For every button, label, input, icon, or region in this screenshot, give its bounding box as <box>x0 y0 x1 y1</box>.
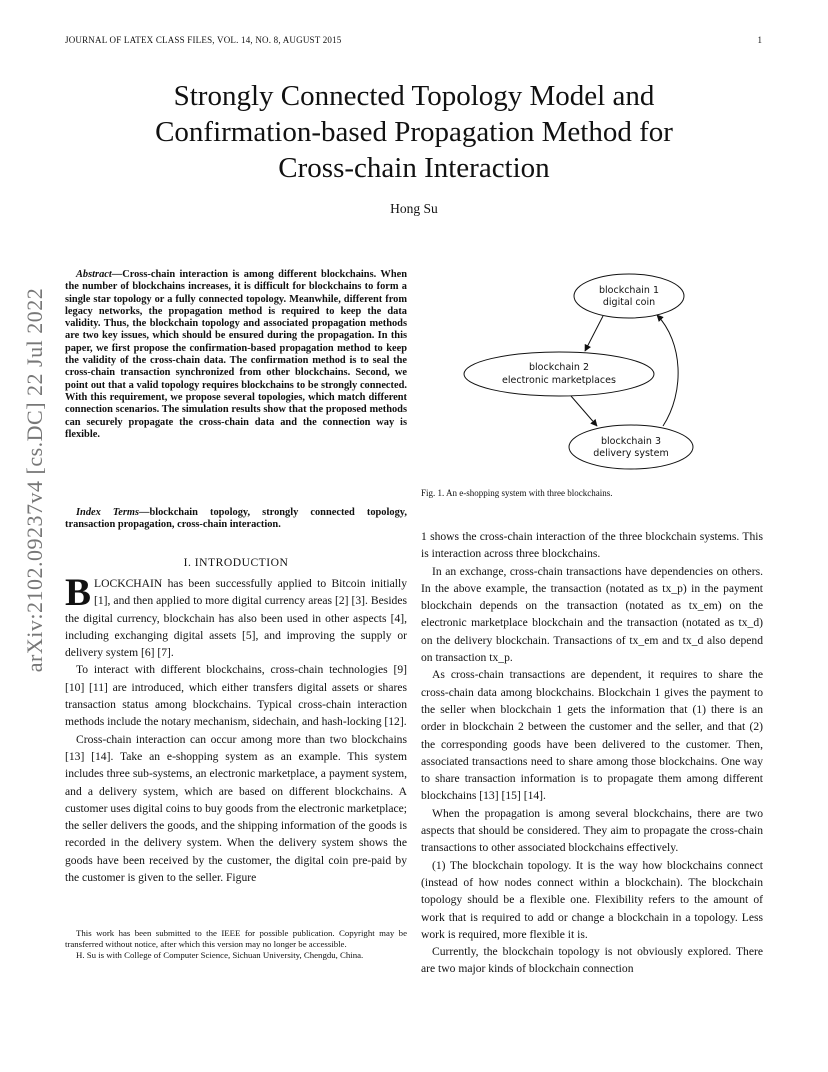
page-number: 1 <box>757 35 762 45</box>
right-paragraph-4: (1) The blockchain topology. It is the way how blockchains connect (instead of how nodes connect within a blockchain). The blockchain topology should be a flexible one. Flexibility refers to the amount of work that is required to add or change a blockchain in a topology. Less work is required, more flexible it is. <box>421 858 763 941</box>
paper-title <box>0 78 828 186</box>
edge-2-to-3 <box>571 396 597 426</box>
footnote-2: H. Su is with College of Computer Science, Sichuan University, Chengdu, China. <box>76 950 364 961</box>
edge-1-to-2 <box>585 316 603 351</box>
node-blockchain-2 <box>464 352 654 396</box>
journal-header: JOURNAL OF LATEX CLASS FILES, VOL. 14, NO. 8, AUGUST 2015 <box>65 35 342 45</box>
title-line-2: Confirmation-based Propagation Method for <box>155 116 673 148</box>
right-column-body <box>421 528 763 978</box>
node-2-label-2: electronic marketplaces <box>502 375 616 386</box>
arxiv-stamp-text: arXiv:2102.09237v4 [cs.DC] 22 Jul 2022 <box>22 287 47 673</box>
right-paragraph-2: As cross-chain transactions are dependent, it requires to share the cross-chain data among blockchains. Blockchain 1 gives the payment to the seller when blockchain 1 gets the information that (1) there is an order in blockchain 2 between the customer and the seller, and that (2) the corresponding goods have been delivered to the customer. Then, associated transactions need to share among those blockchains. One way to share transaction information is to propagate them among different blockchains [13] [15] [14]. <box>421 668 763 803</box>
author: Hong Su <box>390 201 438 216</box>
footnote-1: This work has been submitted to the IEEE for possible publication. Copyright may be transferred without notice, after which this version may no longer be accessible. <box>65 928 407 950</box>
node-blockchain-3 <box>569 425 693 469</box>
arxiv-stamp <box>20 287 50 673</box>
abstract-label: Abstract <box>76 269 112 280</box>
section-heading-introduction: I. INTRODUCTION <box>183 556 289 569</box>
figure-1 <box>463 262 723 472</box>
figure-1-diagram <box>463 262 723 472</box>
intro-paragraph-1-text: LOCKCHAIN has been successfully applied to Bitcoin initially [1], and then applied to more digital currency areas [2] [3]. Besides the digital currency, blockchain has also been used in other aspects [4], including exchanging digital assets [5], and improving the supply or delivery system [6] [7]. <box>65 577 407 660</box>
footnotes <box>65 928 407 962</box>
node-1-label-1: blockchain 1 <box>599 285 659 296</box>
index-terms-text: —blockchain topology, strongly connected topology, transaction propagation, cross-chain interaction. <box>65 507 407 531</box>
node-1-label-2: digital coin <box>602 297 656 308</box>
node-3-label-1: blockchain 3 <box>601 436 661 447</box>
intro-paragraph-3: Cross-chain interaction can occur among more than two blockchains [13] [14]. Take an e-shopping system as an example. This system includes three sub-systems, an electronic marketplace, a payment system, and a delivery system, which are based on different blockchains. A customer uses digital coins to buy goods from the electronic marketplace; the seller delivers the goods, and the shipping information of the goods is recorded in the delivery system. When the delivery system shows the goods have been received by the customer, the digital coin pre-paid by the customer is given to the seller. Figure <box>65 732 407 885</box>
node-2-label-1: blockchain 2 <box>529 362 589 373</box>
right-paragraph-3: When the propagation is among several blockchains, there are two aspects that should be considered. They aim to propagate the cross-chain transactions to other associated blockchains effectively. <box>421 806 763 855</box>
right-paragraph-0: 1 shows the cross-chain interaction of the three blockchain systems. This is interaction across three blockchains. <box>421 530 763 561</box>
figure-1-caption: Fig. 1. An e-shopping system with three blockchains. <box>421 488 613 498</box>
introduction-body <box>65 571 407 886</box>
edge-3-to-1 <box>657 315 678 426</box>
intro-paragraph-2: To interact with different blockchains, cross-chain technologies [9] [10] [11] are introduced, which either transfers digital assets or shares transaction status among blockchains. Typical cross-chain interaction methods include the notary mechanism, sidechain, and hash-locking [12]. <box>65 663 407 729</box>
abstract-text: —Cross-chain interaction is among different blockchains. When the number of blockchains increases, it is difficult for blockchains to form a single star topology or a fully connected topology. Meanwhile, different from legacy networks, the propagation method is required to keep the data validity. Thus, the blockchain topology and associated propagation methods are two key issues, which should be ensured during the propagation. In this paper, we first propose the confirmation-based propagation method to keep the validity of the cross-chain data. The confirmation method is to seal the cross-chain transaction synchronized from other blockchains. Second, we point out that a valid topology requires blockchains to be strongly connected. With this requirement, we propose several topologies, which match different connection scenarios. The simulation results show that the proposed methods can securely propagate the cross-chain data and the connection way is flexible. <box>65 269 407 440</box>
title-line-3: Cross-chain Interaction <box>278 152 550 184</box>
right-paragraph-1: In an exchange, cross-chain transactions have dependencies on others. In the above example, the transaction (notated as tx_p) in the payment blockchain depends on the transaction (notated as tx_em) on the electronic marketplace blockchain and the transaction (notated as tx_d) on the delivery blockchain. Transactions of tx_em and tx_d also depend on transaction tx_p. <box>421 564 763 665</box>
node-3-label-2: delivery system <box>593 448 669 459</box>
index-terms-label: Index Terms <box>76 507 140 518</box>
title-line-1: Strongly Connected Topology Model and <box>173 80 655 112</box>
abstract <box>65 269 407 441</box>
right-paragraph-5: Currently, the blockchain topology is not obviously explored. There are two major kinds of blockchain connection <box>421 945 763 976</box>
dropcap: B <box>65 571 92 614</box>
intro-paragraph-1 <box>65 571 407 661</box>
node-blockchain-1 <box>574 274 684 318</box>
index-terms <box>65 507 407 532</box>
